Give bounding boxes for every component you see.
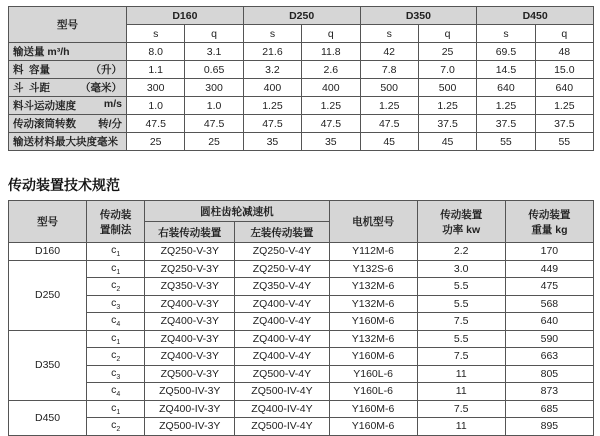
table-cell: 47.5 xyxy=(302,115,360,133)
motor-cell: Y132M-6 xyxy=(329,278,417,296)
method-cell xyxy=(87,313,145,331)
table-cell: 1.1 xyxy=(127,61,185,79)
weight-cell: 568 xyxy=(505,295,593,313)
power-cell: 11 xyxy=(417,418,505,436)
table-row xyxy=(9,7,594,25)
table-row xyxy=(9,79,594,97)
row-group-label: 斗 xyxy=(13,82,24,94)
table-cell: 47.5 xyxy=(360,115,418,133)
motor-cell: Y160M-6 xyxy=(329,313,417,331)
table-cell: 48 xyxy=(535,43,593,61)
table-cell: 300 xyxy=(185,79,243,97)
model-d450: D450 xyxy=(477,7,594,25)
table-cell: 640 xyxy=(477,79,535,97)
model-header: 型号 xyxy=(9,7,127,43)
table-cell: 25 xyxy=(418,43,476,61)
method-subscript: 2 xyxy=(116,426,121,434)
power-cell: 7.5 xyxy=(417,400,505,418)
table-cell: 500 xyxy=(418,79,476,97)
row-label xyxy=(9,133,127,151)
method-letter: c xyxy=(111,349,117,362)
row-unit: （毫米） xyxy=(80,82,122,94)
table-row xyxy=(9,201,594,222)
row-label-text: 传动滚筒转数 xyxy=(13,118,76,130)
motor-cell: Y132S-6 xyxy=(329,260,417,278)
table-cell: 7.8 xyxy=(360,61,418,79)
left-cell: ZQ400-V-4Y xyxy=(235,330,329,348)
left-cell: ZQ500-V-4Y xyxy=(235,365,329,383)
method-letter: c xyxy=(111,384,117,397)
right-cell: ZQ400-IV-3Y xyxy=(145,400,235,418)
right-drive-header: 右装传动装置 xyxy=(145,222,235,243)
method-header xyxy=(87,201,145,243)
method-letter: c xyxy=(111,331,117,344)
method-header-line2: 置制法 xyxy=(99,223,132,236)
method-subscript: 4 xyxy=(116,391,121,399)
weight-header-line2: 重量 kg xyxy=(531,223,568,236)
row-label-text: 料斗运动速度 xyxy=(13,100,76,112)
drive-spec-table xyxy=(8,200,594,436)
right-cell: ZQ500-IV-3Y xyxy=(145,383,235,401)
power-header xyxy=(417,201,505,243)
sq-label: s xyxy=(127,25,185,43)
table-row xyxy=(9,400,594,418)
power-header-line1: 传动装置 xyxy=(440,208,483,221)
table-cell: 1.25 xyxy=(302,97,360,115)
reducer-header: 圆柱齿轮减速机 xyxy=(145,201,329,222)
table-cell: 7.0 xyxy=(418,61,476,79)
sq-label: s xyxy=(243,25,301,43)
table-row xyxy=(9,313,594,331)
power-header-line2: 功率 kw xyxy=(442,223,481,236)
method-letter: c xyxy=(111,279,117,292)
table-cell: 21.6 xyxy=(243,43,301,61)
left-cell: ZQ400-V-4Y xyxy=(235,313,329,331)
motor-header: 电机型号 xyxy=(329,201,417,243)
right-cell: ZQ350-V-3Y xyxy=(145,278,235,296)
table-cell: 500 xyxy=(360,79,418,97)
row-label xyxy=(9,115,127,133)
method-letter: c xyxy=(111,244,117,257)
right-cell: ZQ500-V-3Y xyxy=(145,365,235,383)
table-cell: 25 xyxy=(185,133,243,151)
table-cell: 42 xyxy=(360,43,418,61)
model-d250: D250 xyxy=(243,7,360,25)
table-cell: 25 xyxy=(127,133,185,151)
power-cell: 7.5 xyxy=(417,348,505,366)
motor-cell: Y112M-6 xyxy=(329,243,417,261)
method-letter: c xyxy=(111,366,117,379)
weight-cell: 640 xyxy=(505,313,593,331)
table-row xyxy=(9,243,594,261)
table-row xyxy=(9,133,594,151)
method-subscript: 1 xyxy=(116,408,121,416)
table-cell: 47.5 xyxy=(185,115,243,133)
right-cell: ZQ400-V-3Y xyxy=(145,330,235,348)
power-cell: 7.5 xyxy=(417,313,505,331)
right-cell: ZQ250-V-3Y xyxy=(145,260,235,278)
method-subscript: 4 xyxy=(116,321,121,329)
right-cell: ZQ250-V-3Y xyxy=(145,243,235,261)
table-row xyxy=(9,348,594,366)
motor-cell: Y160M-6 xyxy=(329,400,417,418)
model-cell: D450 xyxy=(9,400,87,435)
row-unit: （升） xyxy=(90,64,122,76)
table-cell: 3.1 xyxy=(185,43,243,61)
table-cell: 35 xyxy=(302,133,360,151)
sq-label: q xyxy=(302,25,360,43)
row-unit xyxy=(122,44,126,59)
method-cell xyxy=(87,295,145,313)
method-subscript: 1 xyxy=(116,268,121,276)
table-row xyxy=(9,260,594,278)
weight-cell: 590 xyxy=(505,330,593,348)
table-row xyxy=(9,330,594,348)
right-cell: ZQ500-IV-3Y xyxy=(145,418,235,436)
method-subscript: 1 xyxy=(116,251,121,259)
table-cell: 300 xyxy=(127,79,185,97)
table-cell: 3.2 xyxy=(243,61,301,79)
method-letter: c xyxy=(111,401,117,414)
weight-cell: 805 xyxy=(505,365,593,383)
table-row xyxy=(9,61,594,79)
table-row xyxy=(9,295,594,313)
method-letter: c xyxy=(111,314,117,327)
method-letter: c xyxy=(111,296,117,309)
left-cell: ZQ250-V-4Y xyxy=(235,243,329,261)
table-cell: 1.0 xyxy=(185,97,243,115)
table-row xyxy=(9,418,594,436)
row-group-label: 料 xyxy=(13,64,24,76)
method-cell xyxy=(87,348,145,366)
weight-cell: 170 xyxy=(505,243,593,261)
left-drive-header: 左装传动装置 xyxy=(235,222,329,243)
table-cell: 15.0 xyxy=(535,61,593,79)
section-title: 传动装置技术规范 xyxy=(8,177,120,193)
weight-header xyxy=(505,201,593,243)
model-header: 型号 xyxy=(9,201,87,243)
table-cell: 47.5 xyxy=(243,115,301,133)
table-cell: 0.65 xyxy=(185,61,243,79)
method-cell xyxy=(87,400,145,418)
weight-cell: 873 xyxy=(505,383,593,401)
row-label xyxy=(9,97,127,115)
power-cell: 2.2 xyxy=(417,243,505,261)
table-row xyxy=(9,365,594,383)
table-cell: 1.25 xyxy=(243,97,301,115)
table-cell: 640 xyxy=(535,79,593,97)
method-subscript: 3 xyxy=(116,373,121,381)
row-unit: m/s xyxy=(103,98,122,110)
model-d350: D350 xyxy=(360,7,477,25)
row-label-text: 输送材料最大块度毫米 xyxy=(13,136,118,148)
model-d160: D160 xyxy=(127,7,244,25)
weight-header-line1: 传动装置 xyxy=(528,208,571,221)
table-cell: 1.25 xyxy=(360,97,418,115)
left-cell: ZQ250-V-4Y xyxy=(235,260,329,278)
table-cell: 47.5 xyxy=(127,115,185,133)
method-cell xyxy=(87,243,145,261)
method-subscript: 2 xyxy=(116,286,121,294)
motor-cell: Y160M-6 xyxy=(329,348,417,366)
table-cell: 400 xyxy=(243,79,301,97)
right-cell: ZQ400-V-3Y xyxy=(145,313,235,331)
table-cell: 37.5 xyxy=(418,115,476,133)
row-label xyxy=(9,61,127,79)
sq-label: s xyxy=(360,25,418,43)
table-cell: 1.25 xyxy=(418,97,476,115)
power-cell: 3.0 xyxy=(417,260,505,278)
method-cell xyxy=(87,383,145,401)
motor-cell: Y132M-6 xyxy=(329,295,417,313)
model-cell: D250 xyxy=(9,260,87,330)
table-cell: 400 xyxy=(302,79,360,97)
table-row xyxy=(9,115,594,133)
sq-label: q xyxy=(185,25,243,43)
left-cell: ZQ500-IV-4Y xyxy=(235,383,329,401)
method-letter: c xyxy=(111,261,117,274)
method-subscript: 2 xyxy=(116,356,121,364)
table-row xyxy=(9,97,594,115)
specs-table xyxy=(8,6,594,151)
table-cell: 1.25 xyxy=(535,97,593,115)
power-cell: 11 xyxy=(417,383,505,401)
table-row xyxy=(9,43,594,61)
table-cell: 69.5 xyxy=(477,43,535,61)
row-unit xyxy=(122,134,126,149)
left-cell: ZQ400-IV-4Y xyxy=(235,400,329,418)
left-cell: ZQ400-V-4Y xyxy=(235,348,329,366)
weight-cell: 449 xyxy=(505,260,593,278)
left-cell: ZQ350-V-4Y xyxy=(235,278,329,296)
table-row xyxy=(9,383,594,401)
model-cell: D350 xyxy=(9,330,87,400)
motor-cell: Y160L-6 xyxy=(329,383,417,401)
weight-cell: 475 xyxy=(505,278,593,296)
method-cell xyxy=(87,260,145,278)
row-unit: 转/分 xyxy=(98,118,122,130)
table-cell: 45 xyxy=(418,133,476,151)
table-cell: 37.5 xyxy=(477,115,535,133)
table-cell: 1.25 xyxy=(477,97,535,115)
motor-cell: Y132M-6 xyxy=(329,330,417,348)
method-cell xyxy=(87,418,145,436)
right-cell: ZQ400-V-3Y xyxy=(145,348,235,366)
method-letter: c xyxy=(111,419,117,432)
table-row xyxy=(9,278,594,296)
row-label xyxy=(9,79,127,97)
row-label-text: 容量 xyxy=(29,64,50,76)
table-cell: 35 xyxy=(243,133,301,151)
left-cell: ZQ500-IV-4Y xyxy=(235,418,329,436)
table-cell: 14.5 xyxy=(477,61,535,79)
left-cell: ZQ400-V-4Y xyxy=(235,295,329,313)
method-cell xyxy=(87,365,145,383)
power-cell: 5.5 xyxy=(417,330,505,348)
sq-label: q xyxy=(418,25,476,43)
weight-cell: 663 xyxy=(505,348,593,366)
sq-label: q xyxy=(535,25,593,43)
table-cell: 37.5 xyxy=(535,115,593,133)
weight-cell: 895 xyxy=(505,418,593,436)
power-cell: 11 xyxy=(417,365,505,383)
row-label-text: 斗距 xyxy=(29,82,50,94)
motor-cell: Y160L-6 xyxy=(329,365,417,383)
method-subscript: 3 xyxy=(116,303,121,311)
weight-cell: 685 xyxy=(505,400,593,418)
table-cell: 45 xyxy=(360,133,418,151)
sq-label: s xyxy=(477,25,535,43)
method-header-line1: 传动装 xyxy=(99,208,132,221)
method-subscript: 1 xyxy=(116,338,121,346)
row-label-text: 输送量 m³/h xyxy=(13,46,70,58)
table-cell: 1.0 xyxy=(127,97,185,115)
power-cell: 5.5 xyxy=(417,278,505,296)
table-cell: 8.0 xyxy=(127,43,185,61)
table-cell: 11.8 xyxy=(302,43,360,61)
table-cell: 2.6 xyxy=(302,61,360,79)
method-cell xyxy=(87,330,145,348)
motor-cell: Y160M-6 xyxy=(329,418,417,436)
right-cell: ZQ400-V-3Y xyxy=(145,295,235,313)
table-cell: 55 xyxy=(477,133,535,151)
table-cell: 55 xyxy=(535,133,593,151)
row-label xyxy=(9,43,127,61)
model-cell: D160 xyxy=(9,243,87,261)
power-cell: 5.5 xyxy=(417,295,505,313)
method-cell xyxy=(87,278,145,296)
